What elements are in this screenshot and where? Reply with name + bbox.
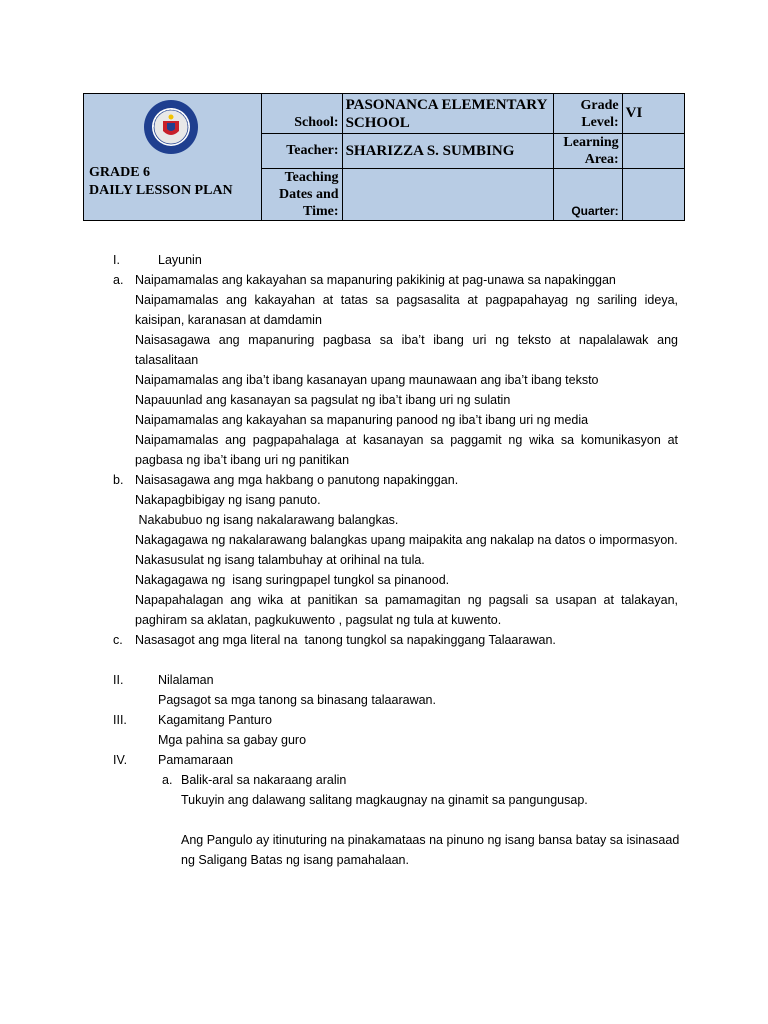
list-item: Nakagagawa ng isang suringpapel tungkol sa pinanood. [135, 573, 450, 587]
list-item: Napauunlad ang kasanayan sa pagsulat ng iba’t ibang uri ng sulatin [135, 393, 511, 407]
list-item: Nakasusulat ng isang talambuhay at orihinal na tula. [135, 553, 425, 567]
section-marker: III. [113, 713, 127, 727]
quarter-value [622, 169, 684, 221]
title-cell [84, 94, 262, 221]
list-item: Nakabubuo ng isang nakalarawang balangkas. [135, 513, 399, 527]
list-item: Naipamamalas ang pagpapahalaga at kasanayan sa paggamit ng wika sa komunikasyon at [135, 433, 678, 447]
quarter-label: Quarter: [553, 169, 622, 221]
item-marker: c. [113, 633, 123, 647]
subsection-title: Balik-aral sa nakaraang aralin [181, 773, 347, 787]
grade-title: GRADE 6 [89, 165, 151, 180]
list-item: Ang Pangulo ay itinuturing na pinakamataas na pinuno ng isang bansa batay sa isinasaad [181, 833, 680, 847]
list-item: pagbasa ng iba’t ibang uri ng panitikan [135, 453, 350, 467]
list-item: Nakagagawa ng nakalarawang balangkas upang maipakita ang nakalap na datos o impormasyon. [135, 533, 678, 547]
learning-area-label: Learning Area: [553, 134, 622, 169]
item-marker: b. [113, 473, 124, 487]
lesson-plan-title [89, 164, 233, 200]
list-item: kaisipan, karanasan at damdamin [135, 313, 322, 327]
teacher-value: SHARIZZA S. SUMBING [342, 134, 553, 169]
school-label: School: [261, 94, 342, 134]
dates-value [342, 169, 553, 221]
list-item: Pagsagot sa mga tanong sa binasang talaarawan. [158, 693, 436, 707]
list-item: Naisasagawa ang mapanuring pagbasa sa iba’t ibang uri ng teksto at napalalawak ang [135, 333, 678, 347]
grade-level-value: VI [622, 94, 684, 134]
list-item: Naipamamalas ang kakayahan sa mapanuring pakikinig at pag-unawa sa napakinggan [135, 273, 616, 287]
section-title: Nilalaman [158, 673, 214, 687]
list-item: Mga pahina sa gabay guro [158, 733, 307, 747]
section-marker: II. [113, 673, 124, 687]
list-item: Nasasagot ang mga literal na tanong tungkol sa napakinggang Talaarawan. [135, 633, 556, 647]
section-marker: IV. [113, 753, 128, 767]
list-item: Naipamamalas ang kakayahan at tatas sa pagsasalita at pagpapahayag ng sariling ideya, [135, 293, 678, 307]
learning-area-value [622, 134, 684, 169]
list-item: Nakapagbibigay ng isang panuto. [135, 493, 321, 507]
section-marker: I. [113, 253, 120, 267]
teacher-label: Teacher: [261, 134, 342, 169]
deped-seal-icon [143, 99, 199, 155]
dates-label: Teaching Dates and Time: [261, 169, 342, 221]
section-title: Layunin [158, 253, 202, 267]
list-item: ng Saligang Batas ng isang pamahalaan. [181, 853, 409, 867]
item-marker: a. [162, 773, 173, 787]
list-item: Napapahalagan ang wika at panitikan sa pamamagitan ng pagsali sa usapan at talakayan, [135, 593, 678, 607]
list-item: Naipamamalas ang kakayahan sa mapanuring panood ng iba’t ibang uri ng media [135, 413, 589, 427]
grade-level-label: Grade Level: [553, 94, 622, 134]
list-item: talasalitaan [135, 353, 199, 367]
list-item: Naipamamalas ang iba’t ibang kasanayan upang maunawaan ang iba’t ibang teksto [135, 373, 599, 387]
item-marker: a. [113, 273, 124, 287]
plan-title: DAILY LESSON PLAN [89, 183, 233, 198]
list-item: paghiram sa aklatan, pagkukuwento , pagsulat ng tula at kuwento. [135, 613, 502, 627]
header-table [83, 93, 685, 221]
list-item: Naisasagawa ang mga hakbang o panutong napakinggan. [135, 473, 459, 487]
section-title: Kagamitang Panturo [158, 713, 272, 727]
section-title: Pamamaraan [158, 753, 234, 767]
school-value: PASONANCA ELEMENTARY SCHOOL [342, 94, 553, 134]
list-item: Tukuyin ang dalawang salitang magkaugnay na ginamit sa pangungusap. [181, 793, 588, 807]
